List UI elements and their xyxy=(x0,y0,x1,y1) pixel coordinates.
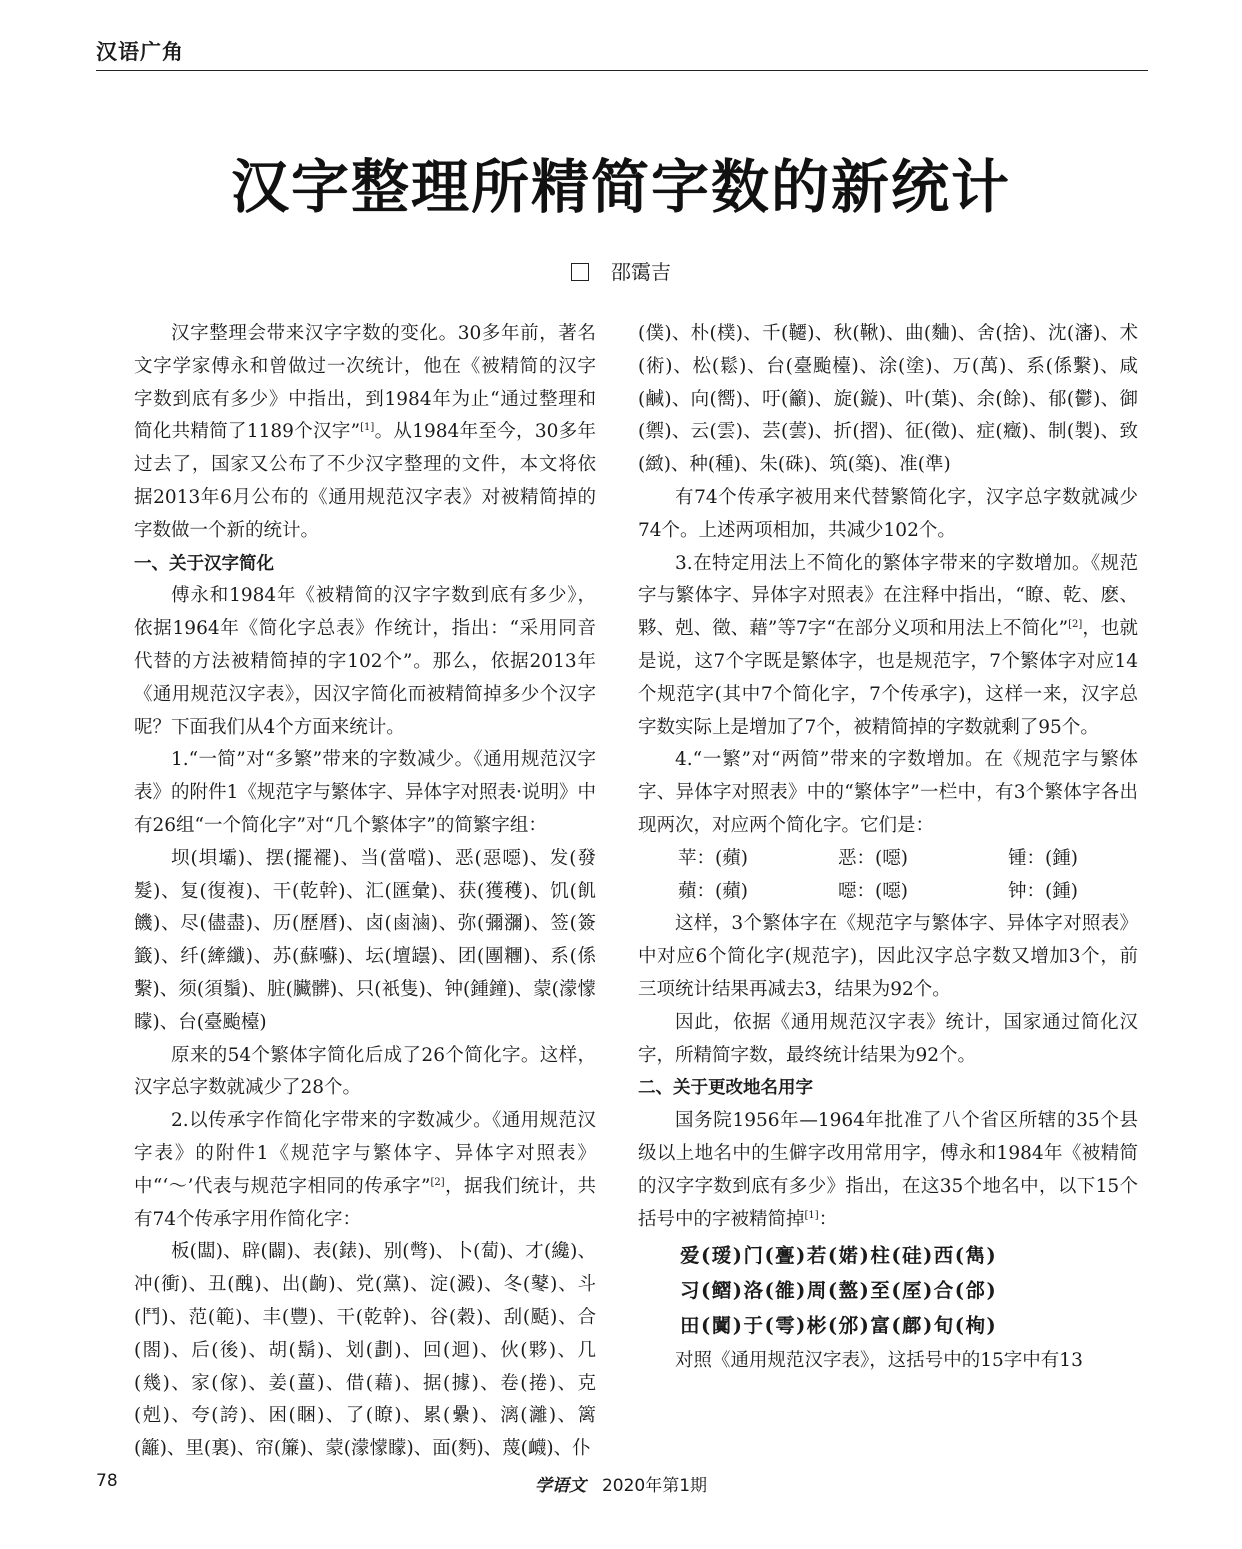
footnote-ref[interactable]: [1] xyxy=(360,422,375,434)
place-name-list xyxy=(638,1238,1138,1343)
section-label: 汉语广角 xyxy=(96,40,184,64)
paragraph-text: 因此，依据《通用规范汉字表》统计，国家通过简化汉字，所精简字数，最终统计结果为92个。 xyxy=(638,1011,1138,1066)
character-pair: 蘋：(蘋) xyxy=(678,880,748,902)
issue-label: 2020年第1期 xyxy=(601,1476,708,1496)
paragraph-text: ，也就是说，这7个字既是繁体字，也是规范字，7个繁体字对应14个规范字(其中7个简化字，7个传承字)，这样一来，汉字总字数实际上是增加了7个，被精简掉的字数就剩了95个。 xyxy=(638,618,1138,738)
journal-name: 学语文 xyxy=(534,1476,586,1496)
paragraph-intro xyxy=(134,318,596,548)
section-heading-2: 二、关于更改地名用字 xyxy=(638,1078,813,1099)
place-name-row: 习(鳛)洛(雒)周(盩)至(厔)合(郃) xyxy=(680,1279,998,1303)
footnote-ref[interactable]: [2] xyxy=(430,1176,445,1188)
journal-footer xyxy=(0,1471,1242,1496)
paragraph-text: 4.“一繁”对“两简”带来的字数增加。在《规范字与繁体字、异体字对照表》中的“繁体字”一栏中，有3个繁体字各出现两次，对应两个简化字。它们是： xyxy=(638,749,1138,836)
article-title: 汉字整理所精简字数的新统计 xyxy=(230,153,1011,221)
paragraph-text: ，据我们统计，共有74个传承字用作简化字： xyxy=(134,1175,596,1230)
character-pair: 苹：(蘋) xyxy=(678,847,748,869)
character-list: 坝(垻壩)、摆(擺襬)、当(當噹)、恶(惡噁)、发(發髮)、复(復複)、干(乾幹)、汇(匯彙)、获(獲穫)、饥(飢饑)、尽(儘盡)、历(歷曆)、卤(鹵滷)、弥(彌瀰)、签(簽籤)、纤(縴纖)、苏(蘇囌)、坛(壇罎)、团(團糰)、系(係繫)、须(須鬚)、脏(臟髒)、只(衹隻)、钟(鍾鐘)、蒙(濛懞矇)、台(臺颱檯) xyxy=(134,847,596,1033)
right-column xyxy=(638,318,1138,1378)
paragraph-text xyxy=(638,1105,1138,1236)
left-column xyxy=(134,318,596,1466)
character-pair: 钟：(鍾) xyxy=(1008,880,1078,902)
paragraph-text: 对照《通用规范汉字表》，这括号中的15字中有13 xyxy=(675,1350,1083,1372)
paragraph-text: 有74个传承字被用来代替繁简化字，汉字总字数就减少74个。上述两项相加，共减少102个。 xyxy=(638,486,1138,541)
paragraph-text xyxy=(638,548,1138,745)
paragraph-text: 1.“一简”对“多繁”带来的字数减少。《通用规范汉字表》的附件1《规范字与繁体字、异体字对照表·说明》中有26组“一个简化字”对“几个繁体字”的简繁字组： xyxy=(134,749,596,836)
paragraph-text: 2.以传承字作简化字带来的字数减少。《通用规范汉字表》的附件1《规范字与繁体字、异体字对照表》中“‘～’代表与规范字相同的传承字” xyxy=(134,1110,596,1197)
paragraph-text: 傅永和1984年《被精简的汉字字数到底有多少》，依据1964年《简化字总表》作统计，指出：“采用同音代替的方法被精简掉的字102个”。那么，依据2013年《通用规范汉字表》，因汉字简化而被精简掉多少个汉字呢？下面我们从4个方面来统计。 xyxy=(134,585,596,738)
paragraph-text: 原来的54个繁体字简化后成了26个简化字。这样，汉字总字数就减少了28个。 xyxy=(134,1044,596,1099)
place-name-row: 爱(瑷)门(亹)若(婼)柱(硅)西(雋) xyxy=(680,1244,998,1268)
footnote-ref[interactable]: [1] xyxy=(804,1209,819,1221)
paragraph-text: 国务院1956年—1964年批准了八个省区所辖的35个县级以上地名中的生僻字改用常用字，傅永和1984年《被精简的汉字字数到底有多少》指出，在这35个地名中，以下15个括号中的字被精简掉 xyxy=(638,1110,1138,1230)
paragraph-text: ： xyxy=(818,1208,838,1230)
character-pair: 锺：(鍾) xyxy=(1008,847,1078,869)
character-pair: 恶：(噁) xyxy=(838,847,908,869)
paragraph-text: 3.在特定用法上不简化的繁体字带来的字数增加。《规范字与繁体字、异体字对照表》在注释中指出，“瞭、乾、麽、夥、剋、徵、藉”等7字“在部分义项和用法上不简化” xyxy=(638,552,1138,640)
place-name-row: 田(闐)于(雩)彬(邠)富(鄜)旬(栒) xyxy=(680,1314,998,1338)
character-list: (僕)、朴(樸)、千(韆)、秋(鞦)、曲(麯)、舍(捨)、沈(瀋)、术(術)、松(鬆)、台(臺颱檯)、涂(塗)、万(萬)、系(係繫)、咸(鹹)、向(嚮)、吁(籲)、旋(鏇)、叶(葉)、余(餘)、郁(鬱)、御(禦)、云(雲)、芸(蕓)、折(摺)、征(徵)、症(癥)、制(製)、致(緻)、种(種)、朱(硃)、筑(築)、准(準) xyxy=(638,323,1138,476)
page-number: 78 xyxy=(96,1471,118,1491)
character-pair: 噁：(噁) xyxy=(838,880,908,902)
author-name: 邵霭吉 xyxy=(611,260,671,284)
header-divider xyxy=(96,70,1148,71)
character-pairs xyxy=(638,843,1138,909)
footnote-ref[interactable]: [2] xyxy=(1068,619,1083,631)
section-heading-1: 一、关于汉字简化 xyxy=(134,553,274,574)
character-list: 板(闆)、辟(闢)、表(錶)、别(彆)、卜(蔔)、才(纔)、冲(衝)、丑(醜)、出(齣)、党(黨)、淀(澱)、冬(鼕)、斗(鬥)、范(範)、丰(豐)、干(乾幹)、谷(穀)、刮(颳)、合(閤)、后(後)、胡(鬍)、划(劃)、回(迴)、伙(夥)、几(幾)、家(傢)、姜(薑)、借(藉)、据(據)、卷(捲)、克(剋)、夸(誇)、困(睏)、了(瞭)、累(纍)、漓(灕)、篱(籬)、里(裏)、帘(簾)、蒙(濛懞矇)、面(麪)、蔑(衊)、仆 xyxy=(134,1241,596,1460)
paragraph-text xyxy=(134,1105,596,1236)
paragraph-text: 。从1984年至今，30多年过去了，国家又公布了不少汉字整理的文件，本文将依据2013年6月公布的《通用规范汉字表》对被精简掉的字数做一个新的统计。 xyxy=(134,421,596,541)
paragraph-text: 汉字整理会带来汉字字数的变化。30多年前，著名文字学家傅永和曾做过一次统计，他在《被精简的汉字字数到底有多少》中指出，到1984年为止“通过整理和简化共精简了1189个汉字” xyxy=(134,323,596,443)
author-line xyxy=(0,256,1242,285)
paragraph-text: 这样，3个繁体字在《规范字与繁体字、异体字对照表》中对应6个简化字(规范字)，因此汉字总字数又增加3个，前三项统计结果再减去3，结果为92个。 xyxy=(638,913,1138,1000)
author-box-icon xyxy=(571,263,589,281)
